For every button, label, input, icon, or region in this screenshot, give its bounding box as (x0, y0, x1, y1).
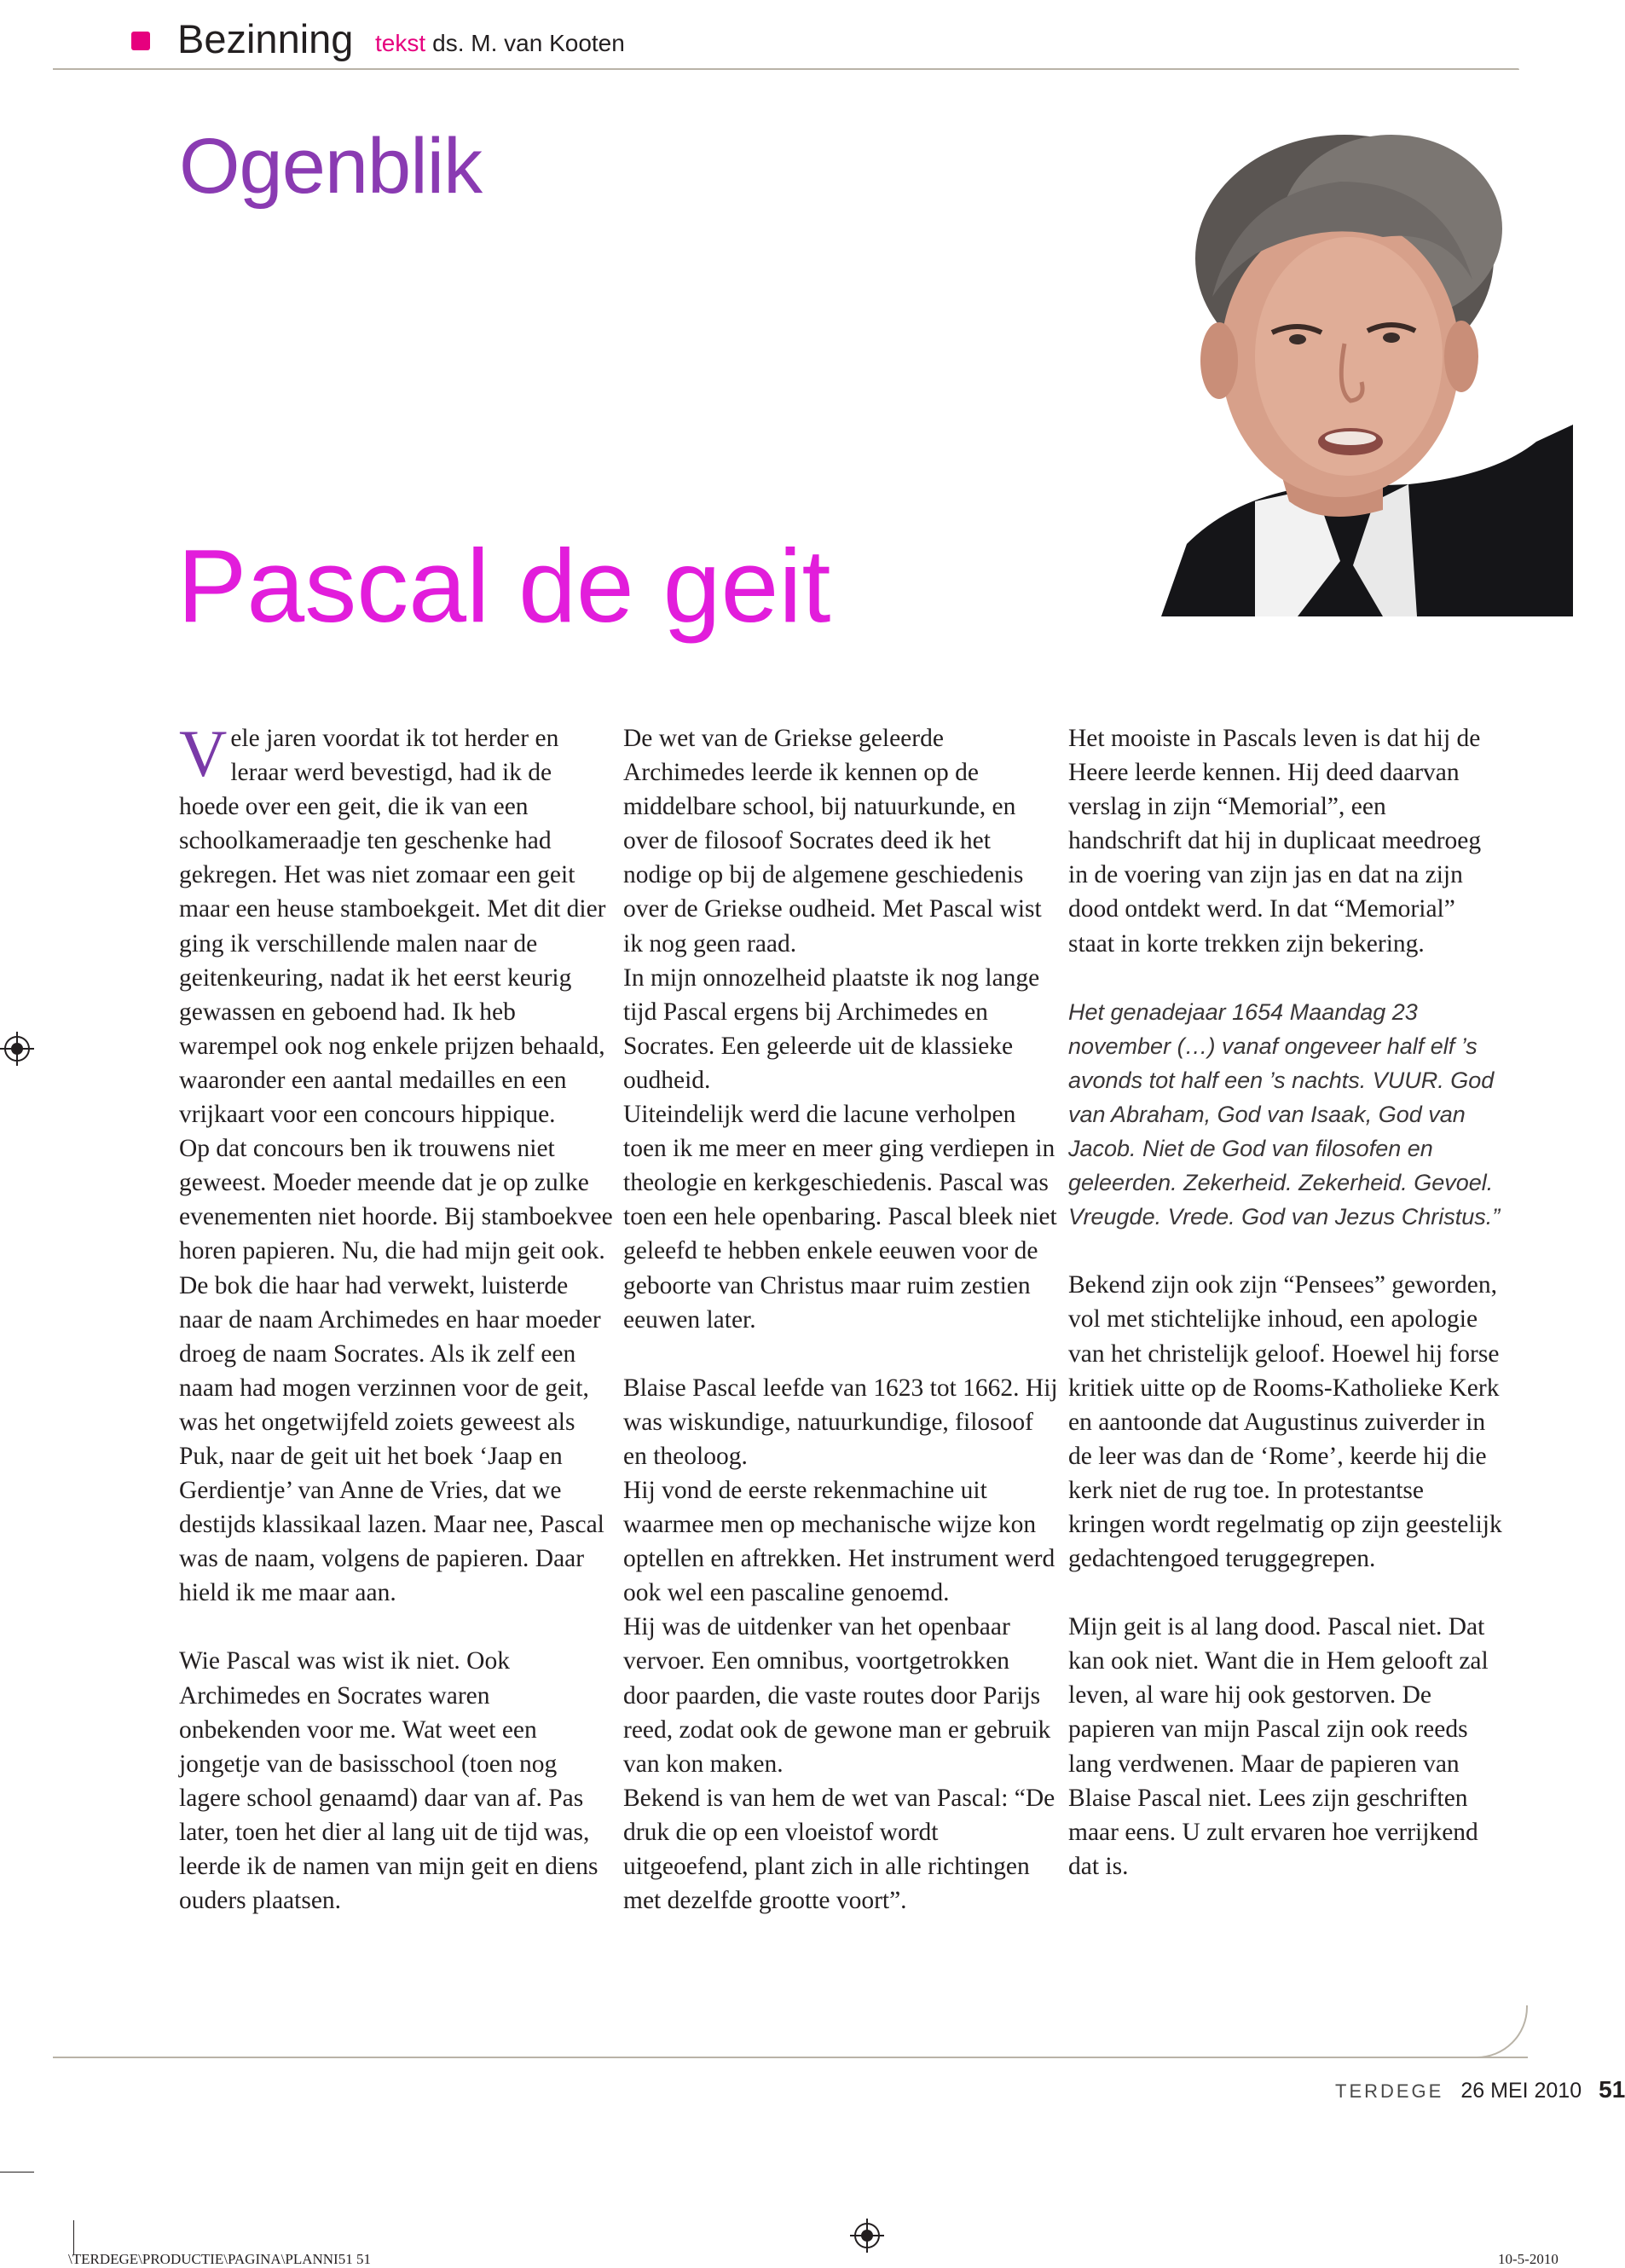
crop-mark (73, 2220, 74, 2254)
section-title: Bezinning (177, 16, 354, 61)
paragraph (179, 716, 614, 1131)
page-footer (1335, 2076, 1625, 2103)
paragraph: Hij was de uitdenker van het openbaar vervoer. Een omnibus, voortgetrokken door paarden, die vaste routes door Parijs reed, zodat ook de gewone man er gebruik van kon maken. (623, 1613, 1051, 1778)
paragraph: De wet van de Griekse geleerde Archimedes leerde ik kennen op de middelbare school, bij natuurkunde, en over de filosoof Socrates deed ik het nodige op bij de algemene geschiedenis over de Griekse oudheid. Met Pascal wist ik nog geen raad. (623, 725, 1042, 958)
issue-date: 26 MEI 2010 (1460, 2079, 1582, 2103)
paragraph-text: ele jaren voordat ik tot herder en leraar werd bevestigd, had ik de hoede over een geit, die ik van een schoolkameraadje ten geschenke had gekregen. Het was niet zomaar een geit maar een heuse stamboekgeit. Met dit dier ging ik verschillende malen naar de geitenkeuring, nadat ik het eerst keurig gewassen en geboend had. Ik heb warempel ook nog enkele prijzen behaald, waaronder een aantal medailles en een vrijkaart voor een concours hippique. (179, 725, 606, 1129)
print-slug: \TERDEGE\PRODUCTIE\PAGINA\PLANNI51 51 (68, 2251, 371, 2267)
column-kicker: Ogenblik (179, 123, 483, 210)
registration-mark-icon (850, 2219, 884, 2257)
paragraph: Blaise Pascal leefde van 1623 tot 1662. Hij was wiskundige, natuurkundige, filosoof en theoloog. (623, 1374, 1058, 1470)
article-column-2 (623, 721, 1058, 1918)
bottom-rule (53, 2057, 1528, 2058)
crop-mark (0, 2172, 34, 2173)
paragraph: Bekend zijn ook zijn “Pensees” geworden, vol met stichtelijke inhoud, een apologie van het christelijk geloof. Hoewel hij forse kritiek uitte op de Rooms-Katholieke Kerk en aantoonde dat Augustinus zuiverder in de leer was dan de ‘Rome’, keerde hij die kerk niet de rug toe. In protestantse kringen wordt regelmatig op zijn geestelijk gedachtengoed teruggegrepen. (1068, 1271, 1502, 1573)
registration-mark-icon (0, 1032, 34, 1070)
top-rule (53, 68, 1519, 70)
paragraph: Wie Pascal was wist ik niet. Ook Archimedes en Socrates waren onbekenden voor me. Wat weet een jongetje van de basisschool (toen nog lagere school genaamd) daar van af. Pas later, toen het dier al lang uit de tijd was, leerde ik de namen van mijn geit en diens ouders plaatsen. (179, 1647, 599, 1915)
headline: Pascal de geit (177, 528, 831, 644)
paragraph: Uiteindelijk werd die lacune verholpen toen ik me meer en meer ging verdiepen in theologie en kerkgeschiedenis. Pascal was toen een hele openbaring. Pascal bleek niet geleefd te hebben enkele eeuwen voor de geboorte van Christus maar ruim zestien eeuwen later. (623, 1101, 1057, 1334)
byline (375, 28, 625, 59)
article-column-1 (179, 716, 614, 1918)
byline-label: tekst (375, 30, 426, 56)
paragraph: Hij vond de eerste rekenmachine uit waarmee men op mechanische wijze kon optellen en aftrekken. Het instrument werd ook wel een pascaline genoemd. (623, 1476, 1055, 1607)
drop-cap: V (179, 716, 228, 790)
paragraph: Bekend is van hem de wet van Pascal: “De druk die op een vloeistof wordt uitgeoefend, plant zich in alle richtingen met dezelfde grootte voort”. (623, 1784, 1055, 1915)
paragraph: Mijn geit is al lang dood. Pascal niet. Dat kan ook niet. Want die in Hem gelooft zal leven, al ware hij ook gestorven. De papieren van mijn Pascal zijn ook reeds lang verdwenen. Maar de papieren van Blaise Pascal niet. Lees zijn geschriften maar eens. U zult ervaren hoe verrijkend dat is. (1068, 1613, 1489, 1880)
section-marker (131, 32, 150, 50)
page-number: 51 (1599, 2076, 1625, 2103)
author-photo (1127, 101, 1573, 616)
paragraph: Het mooiste in Pascals leven is dat hij de Heere leerde kennen. Hij deed daarvan verslag in zijn “Memorial”, een handschrift dat hij in duplicaat meedroeg in de voering van zijn jas en dat na zijn dood ontdekt werd. In dat “Memorial” staat in korte trekken zijn bekering. (1068, 725, 1482, 958)
article-column-3 (1068, 721, 1503, 1883)
print-slug-date: 10-5-2010 (1498, 2251, 1558, 2267)
byline-author: ds. M. van Kooten (432, 30, 625, 56)
magazine-name: TERDEGE (1335, 2080, 1444, 2102)
paragraph: Op dat concours ben ik trouwens niet geweest. Moeder meende dat je op zulke evenementen niet hoorde. Bij stamboekvee horen papieren. Nu, die had mijn geit ook. De bok die haar had verwekt, luisterde naar de naam Archimedes en haar moeder droeg de naam Socrates. Als ik zelf een naam had mogen verzinnen voor de geit, was het ongetwijfeld zoiets geweest als Puk, naar de geit uit het boek ‘Jaap en Gerdientje’ van Anne de Vries, dat we destijds klassikaal lazen. Maar nee, Pascal was de naam, volgens de papieren. Daar hield ik me maar aan. (179, 1135, 613, 1607)
bottom-rule-curve (1475, 2005, 1528, 2058)
paragraph: In mijn onnozelheid plaatste ik nog lange tijd Pascal ergens bij Archimedes en Socrates. Een geleerde uit de klassieke oudheid. (623, 963, 1040, 1094)
memorial-quote: Het genadejaar 1654 Maandag 23 november (…) vanaf ongeveer half elf ’s avonds tot half een ’s nachts. VUUR. God van Abraham, God van Isaak, God van Jacob. Niet de God van filosofen en geleerden. Zekerheid. Zekerheid. Gevoel. Vreugde. Vrede. God van Jezus Christus.” (1068, 998, 1501, 1230)
